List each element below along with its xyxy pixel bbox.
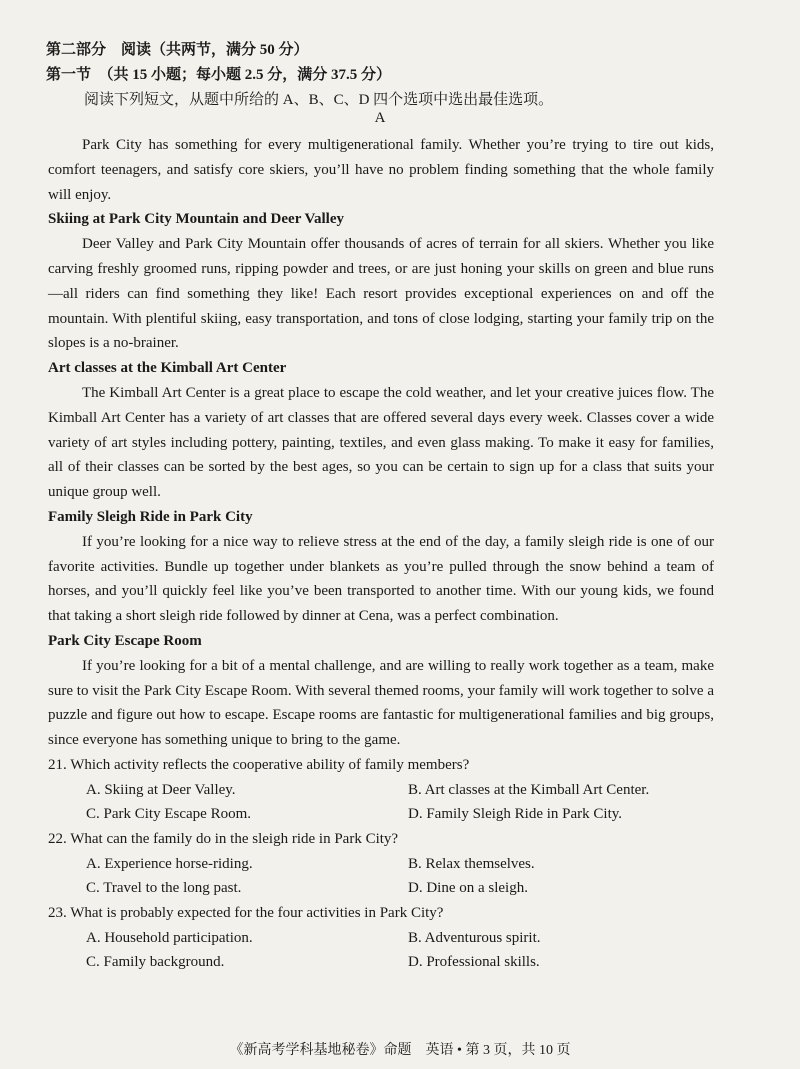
section-heading-escape: Park City Escape Room [48,632,202,649]
section-text-art: The Kimball Art Center is a great place to escape the cold weather, and let your creative juices flow. The Kimball Art Center has a variety of art classes that are offered several days every week. Classes cover a wide variety of art styles including pottery, painting, textiles, and even glass making. To make it easy for families, all of their classes can be sorted by the best ages, so you can be certain to sign up for a class that suits your unique group well. [48,384,714,501]
option-grid [48,926,714,975]
question-23 [48,901,714,975]
passage-content [48,133,714,975]
section-heading-skiing: Skiing at Park City Mountain and Deer Valley [48,211,345,228]
instruction: 阅读下列短文，从题中所给的 A、B、C、D 四个选项中选出最佳选项。 [84,92,554,108]
option-c[interactable]: C. Travel to the long past. [86,880,242,897]
question-22 [48,827,714,901]
option-c[interactable]: C. Family background. [86,954,225,971]
option-grid [48,852,714,901]
option-d[interactable]: D. Family Sleigh Ride in Park City. [408,806,623,823]
question-stem: 23. What is probably expected for the four activities in Park City? [48,904,444,921]
option-grid [48,778,714,827]
part-title: 第二部分 阅读（共两节，满分 50 分） [46,42,309,58]
section-heading-sleigh: Family Sleigh Ride in Park City [48,508,253,525]
question-stem: 22. What can the family do in the sleigh ride in Park City? [48,830,399,847]
option-b[interactable]: B. Adventurous spirit. [408,929,541,946]
question-21 [48,753,714,827]
option-a[interactable]: A. Skiing at Deer Valley. [86,781,236,798]
section-text-skiing: Deer Valley and Park City Mountain offer thousands of acres of terrain for all skiers. Whether you like carving freshly groomed runs, ripping powder and trees, or are just honing your skills on green and blue runs—all riders can find something they like! Each resort provides exceptional experiences on and off the mountain. With plentiful skiing, easy transportation, and tons of close lodging, starting your family trip on the slopes is a no-brainer. [48,236,714,352]
section-text-sleigh: If you’re looking for a nice way to relieve stress at the end of the day, a family sleigh ride is one of our favorite activities. Bundle up together under blankets as you’re pulled through the snow behind a team of horses, and you’ll quickly feel like you’ve been transported to another time. With our young kids, we found that taking a short sleigh ride followed by dinner at Cena, was a perfect combination. [48,533,714,625]
section-title: 第一节 （共 15 小题；每小题 2.5 分，满分 37.5 分） [46,67,392,83]
option-a[interactable]: A. Experience horse-riding. [86,855,253,872]
passage-label: A [374,110,386,126]
question-stem: 21. Which activity reflects the cooperative ability of family members? [48,756,470,773]
option-a[interactable]: A. Household participation. [86,929,253,946]
option-c[interactable]: C. Park City Escape Room. [86,806,251,823]
option-d[interactable]: D. Professional skills. [408,954,540,971]
option-b[interactable]: B. Art classes at the Kimball Art Center. [408,781,650,798]
section-text-escape: If you’re looking for a bit of a mental challenge, and are willing to really work together as a team, make sure to visit the Park City Escape Room. With several themed rooms, your family will work together to solve a puzzle and figure out how to escape. Escape rooms are fantastic for multigenerational families and big groups, since everyone has something unique to bring to the game. [48,657,714,749]
section-heading-art: Art classes at the Kimball Art Center [48,360,287,377]
option-b[interactable]: B. Relax themselves. [408,855,535,872]
page-footer: 《新高考学科基地秘卷》命题 英语 • 第 3 页，共 10 页 [229,1043,571,1058]
passage-intro: Park City has something for every multigenerational family. Whether you’re trying to tire out kids, comfort teenagers, and satisfy core skiers, you’ll have no problem finding something that the whole family will enjoy. [48,137,714,203]
option-d[interactable]: D. Dine on a sleigh. [408,880,528,897]
